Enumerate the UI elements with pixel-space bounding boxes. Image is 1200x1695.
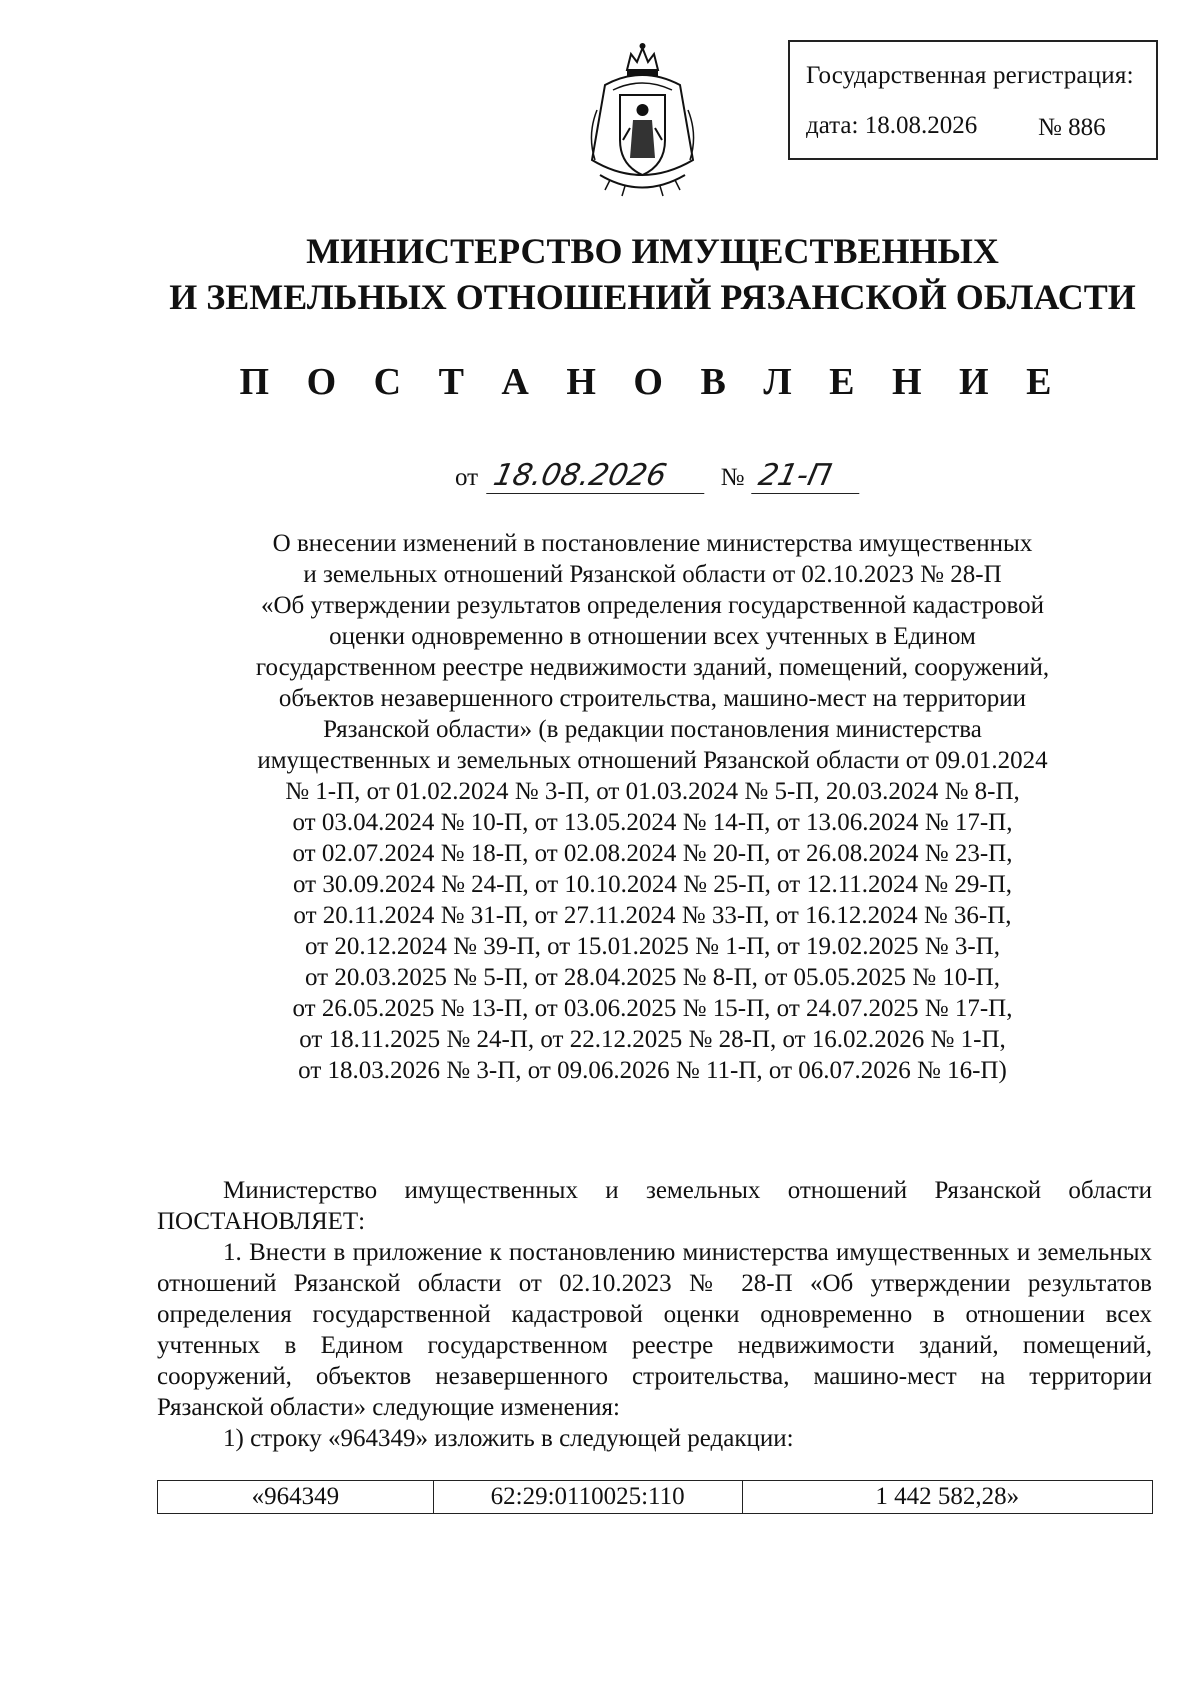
registration-date: дата: 18.08.2026 xyxy=(806,112,978,139)
subject-line: от 26.05.2025 № 13-П, от 03.06.2025 № 15-П, от 24.07.2025 № 17-П, xyxy=(292,995,1013,1022)
coat-of-arms-emblem xyxy=(575,40,710,202)
subject-line: от 20.12.2024 № 39-П, от 15.01.2025 № 1-П, от 19.02.2025 № 3-П, xyxy=(305,933,1000,960)
registration-number: № 886 xyxy=(1038,114,1106,141)
resolution-intro: Министерство имущественных и земельных отношений Рязанской области ПОСТАНОВЛЯЕТ: xyxy=(157,1177,1152,1235)
ministry-line-2: И ЗЕМЕЛЬНЫХ ОТНОШЕНИЙ РЯЗАНСКОЙ ОБЛАСТИ xyxy=(169,277,1136,317)
subject-line: от 20.11.2024 № 31-П, от 27.11.2024 № 33-П, от 16.12.2024 № 36-П, xyxy=(293,902,1012,929)
table-cell-cadastral-number: 62:29:0110025:110 xyxy=(433,1481,742,1514)
document-date-line xyxy=(455,458,863,494)
subject-line: от 18.03.2026 № 3-П, от 09.06.2026 № 11-П, от 06.07.2026 № 16-П) xyxy=(298,1057,1007,1084)
subject-line: оценки одновременно в отношении всех учтенных в Едином xyxy=(329,623,976,650)
subject-line: от 30.09.2024 № 24-П, от 10.10.2024 № 25-П, от 12.11.2024 № 29-П, xyxy=(292,871,1013,898)
ministry-line-1: МИНИСТЕРСТВО ИМУЩЕСТВЕННЫХ xyxy=(306,231,999,271)
date-prefix: от xyxy=(455,464,479,491)
subject-line: «Об утверждении результатов определения государственной кадастровой xyxy=(260,592,1045,619)
subject-line: Рязанской области» (в редакции постановления министерства xyxy=(323,716,982,743)
document-subject xyxy=(150,528,1155,1086)
subject-line: № 1-П, от 01.02.2024 № 3-П, от 01.03.2024 № 5-П, 20.03.2024 № 8-П, xyxy=(285,778,1020,805)
number-prefix: № xyxy=(720,464,745,491)
document-type-title: П О С Т А Н О В Л Е Н И Е xyxy=(239,361,1066,403)
subject-line: объектов незавершенного строительства, машино-мест на территории xyxy=(278,685,1027,712)
subject-line: от 02.07.2024 № 18-П, от 02.08.2024 № 20-П, от 26.08.2024 № 23-П, xyxy=(292,840,1013,867)
ministry-heading xyxy=(0,228,1200,320)
subject-line: государственном реестре недвижимости зданий, помещений, сооружений, xyxy=(255,654,1050,681)
table-cell-row-id: «964349 xyxy=(158,1481,434,1514)
resolution-item-1: 1. Внести в приложение к постановлению министерства имущественных и земельных отношений Рязанской области от 02.10.2023 № 28-П «Об утверждении результатов определения государственной кадастровой оценки одновременно в отношении всех учтенных в Едином государственном реестре недвижимости зданий, помещений, сооружений, объектов незавершенного строительства, машино-мест на территории Рязанской области» следующие изменения: xyxy=(157,1239,1152,1421)
registration-stamp xyxy=(788,40,1158,160)
subject-line: О внесении изменений в постановление министерства имущественных xyxy=(272,530,1033,557)
changes-table xyxy=(157,1480,1153,1514)
subject-line: от 20.03.2025 № 5-П, от 28.04.2025 № 8-П, от 05.05.2025 № 10-П, xyxy=(305,964,1000,991)
handwritten-date: 18.08.2026 xyxy=(487,458,713,494)
subject-line: имущественных и земельных отношений Рязанской области от 09.01.2024 xyxy=(257,747,1048,774)
subject-line: от 18.11.2025 № 24-П, от 22.12.2025 № 28-П, от 16.02.2026 № 1-П, xyxy=(299,1026,1006,1053)
subject-line: и земельных отношений Рязанской области от 02.10.2023 № 28-П xyxy=(303,561,1002,588)
resolution-sub-item-1: 1) строку «964349» изложить в следующей редакции: xyxy=(223,1425,794,1452)
document-body xyxy=(157,1175,1152,1454)
registration-title: Государственная регистрация: xyxy=(806,62,1134,89)
subject-line: от 03.04.2024 № 10-П, от 13.05.2024 № 14-П, от 13.06.2024 № 17-П, xyxy=(292,809,1013,836)
table-cell-cadastral-value: 1 442 582,28» xyxy=(742,1481,1153,1514)
table-row xyxy=(158,1481,1153,1514)
handwritten-number: 21-П xyxy=(751,458,867,494)
